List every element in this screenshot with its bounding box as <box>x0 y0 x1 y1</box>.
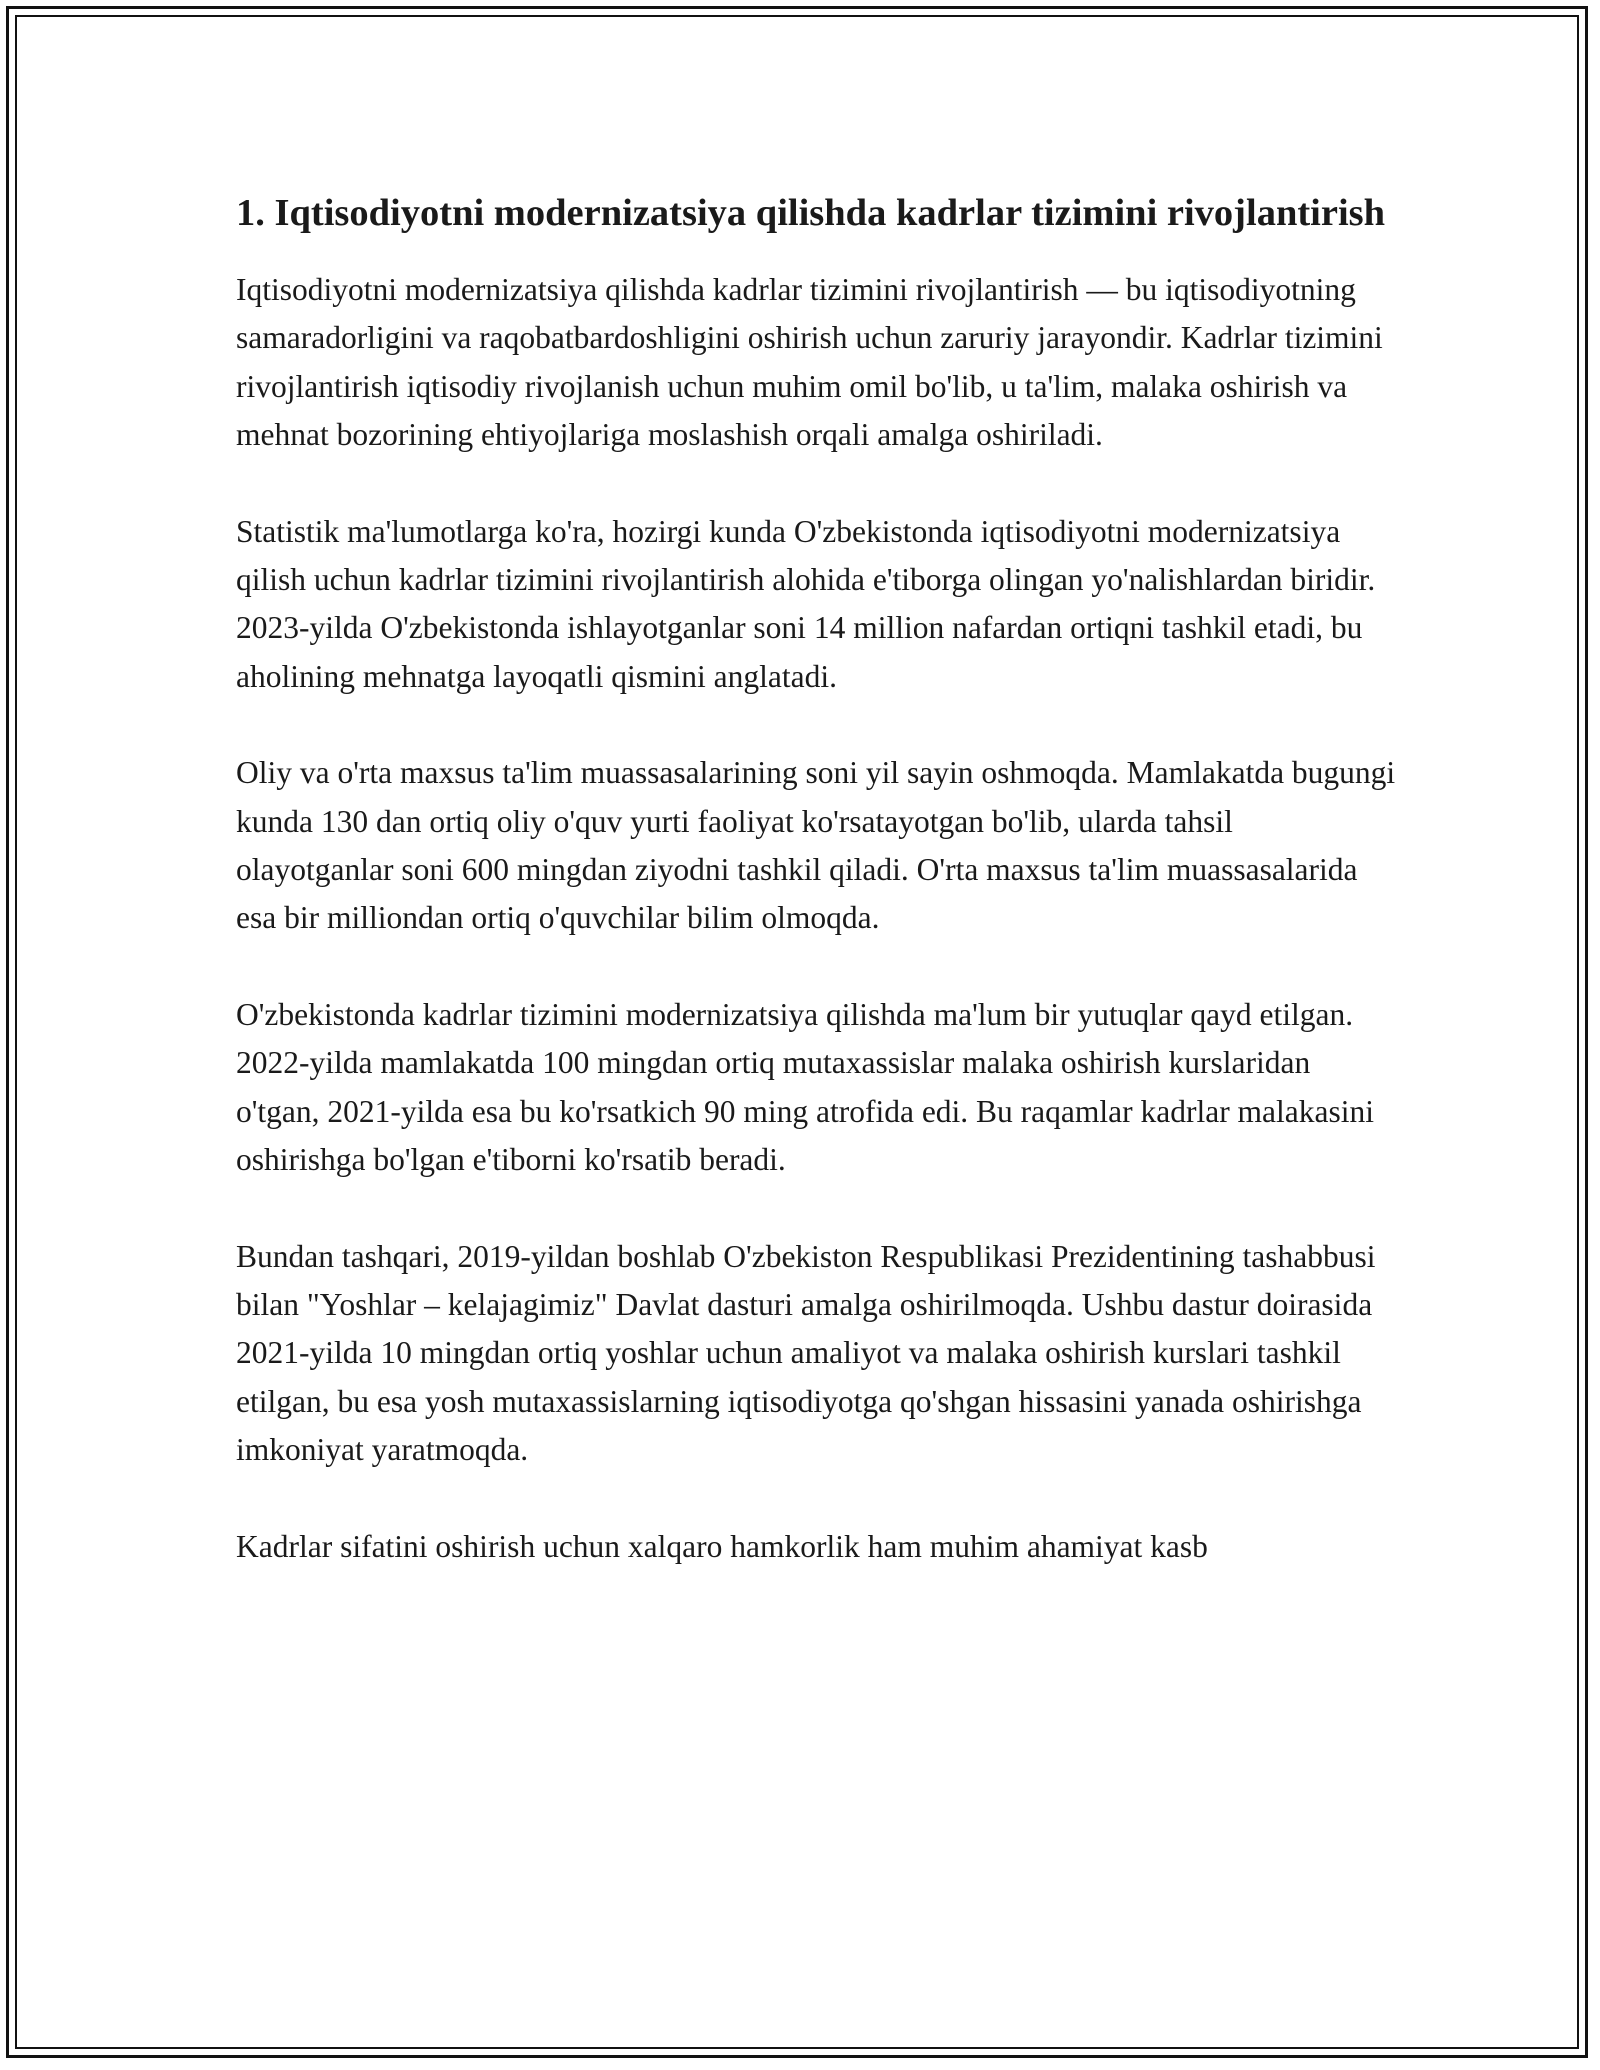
paragraph-youth-program: Bundan tashqari, 2019-yildan boshlab O'zbekiston Respublikasi Prezidentining tashabbusi bilan "Yoshlar – kelajagimiz" Davlat dasturi amalga oshirilmoqda. Ushbu dastur doirasida 2021-yilda 10 mingdan ortiq yoshlar uchun amaliyot va malaka oshirish kurslari tashkil etilgan, bu esa yosh mutaxassislarning iqtisodiyotga qo'shgan hissasini yanada oshirishga imkoniyat yaratmoqda. <box>236 1238 1376 1468</box>
paragraph-introduction: Iqtisodiyotni modernizatsiya qilishda kadrlar tizimini rivojlantirish — bu iqtisodiyotning samaradorligini va raqobatbardoshligini oshirish uchun zaruriy jarayondir. Kadrlar tizimini rivojlantirish iqtisodiy rivojlanish uchun muhim omil bo'lib, u ta'lim, malaka oshirish va mehnat bozorining ehtiyojlariga moslashish orqali amalga oshiriladi. <box>236 272 1383 453</box>
document-body <box>236 186 1396 1619</box>
section-heading: 1. Iqtisodiyotni modernizatsiya qilishda kadrlar tizimini rivojlantirish <box>236 192 1386 234</box>
paragraph-education-institutions: Oliy va o'rta maxsus ta'lim muassasalarining soni yil sayin oshmoqda. Mamlakatda bugungi kunda 130 dan ortiq oliy o'quv yurti faoliyat ko'rsatayotgan bo'lib, ularda tahsil olayotganlar soni 600 mingdan ziyodni tashkil qiladi. O'rta maxsus ta'lim muassasalarida esa bir milliondan ortiq o'quvchilar bilim olmoqda. <box>236 755 1396 936</box>
paragraph-international-cooperation: Kadrlar sifatini oshirish uchun xalqaro hamkorlik ham muhim ahamiyat kasb <box>236 1528 1208 1564</box>
paragraph-statistics: Statistik ma'lumotlarga ko'ra, hozirgi kunda O'zbekistonda iqtisodiyotni modernizatsiya qilish uchun kadrlar tizimini rivojlantirish alohida e'tiborga olingan yo'nalishlardan biridir. 2023-yilda O'zbekistonda ishlayotganlar soni 14 million nafardan ortiqni tashkil etadi, bu aholining mehnatga layoqatli qismini anglatadi. <box>236 513 1376 694</box>
paragraph-achievements: O'zbekistonda kadrlar tizimini modernizatsiya qilishda ma'lum bir yutuqlar qayd etilgan. 2022-yilda mamlakatda 100 mingdan ortiq mutaxassislar malaka oshirish kurslaridan o'tgan, 2021-yilda esa bu ko'rsatkich 90 ming atrofida edi. Bu raqamlar kadrlar malakasini oshirishga bo'lgan e'tiborni ko'rsatib beradi. <box>236 996 1375 1178</box>
